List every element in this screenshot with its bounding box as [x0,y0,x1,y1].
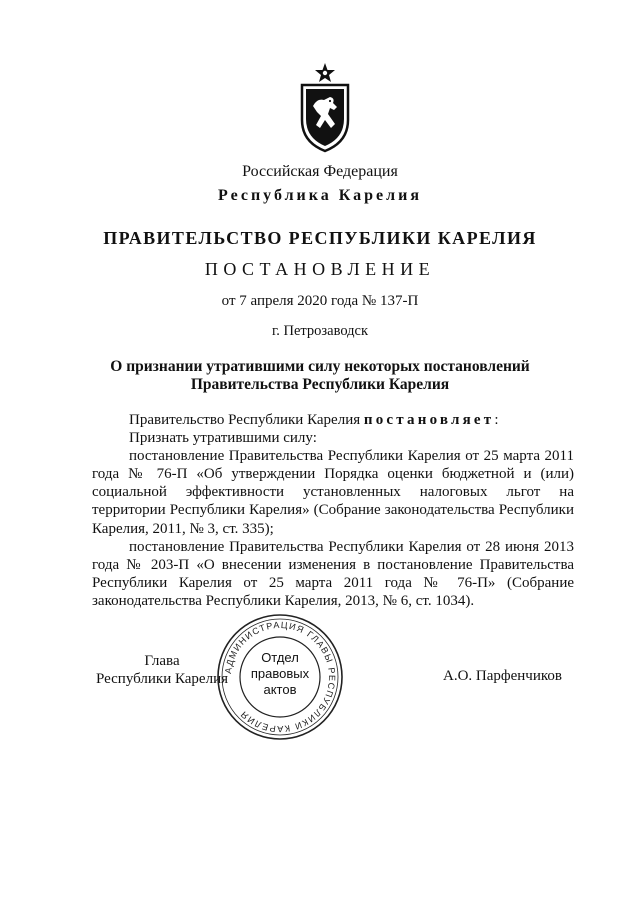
intro-paragraph [92,411,574,429]
legal-department-stamp [215,613,345,741]
resolves-keyword: постановляет [363,412,495,428]
stamp-line1: Отдел [261,650,299,665]
document-title [0,358,640,394]
document-body [92,411,574,610]
karelia-coat-of-arms-icon [299,62,351,154]
recognize-paragraph: Признать утратившими силу: [129,430,317,447]
intro-prefix: Правительство Республики Карелия [129,412,364,428]
stamp-ring-text: АДМИНИСТРАЦИЯ ГЛАВЫ РЕСПУБЛИКИ КАРЕЛИЯ [223,619,338,735]
date-and-number: от 7 апреля 2020 года № 137-П [221,293,419,309]
stamp-line3: актов [263,682,297,697]
signatory-name: А.О. Парфенчиков [443,668,562,684]
signatory-title [92,652,232,688]
city-line: г. Петрозаводск [271,323,369,339]
document-title-line1: О признании утратившими силу некоторых постановлений [110,358,530,375]
authority-heading: ПРАВИТЕЛЬСТВО РЕСПУБЛИКИ КАРЕЛИЯ [103,228,537,248]
repealed-item-1: постановление Правительства Республики Карелия от 25 марта 2011 года № 76-П «Об утверждении Порядка оценки бюджетной и (или) социальной эффективности установленных налоговых льгот на территории Республики Карелия» (Собрание законодательства Республики Карелия, 2011, № 3, ст. 335); [92,448,574,537]
signatory-title-line2: Республики Карелия [95,671,229,687]
stamp-line2: правовых [250,666,310,681]
signatory-title-line1: Глава [144,653,180,669]
document-title-line2: Правительства Республики Карелия [190,376,450,393]
document-type: ПОСТАНОВЛЕНИЕ [204,259,436,279]
repealed-item-2: постановление Правительства Республики Карелия от 28 июня 2013 года № 203-П «О внесении изменения в постановление Правительства Республики Карелия от 25 марта 2011 года № 76-П» (Собрание законодательства Республики Карелия, 2013, № 6, ст. 1034). [92,538,574,609]
country-line: Российская Федерация [242,163,398,180]
intro-suffix: : [494,412,499,428]
republic-line: Республика Карелия [218,187,422,204]
